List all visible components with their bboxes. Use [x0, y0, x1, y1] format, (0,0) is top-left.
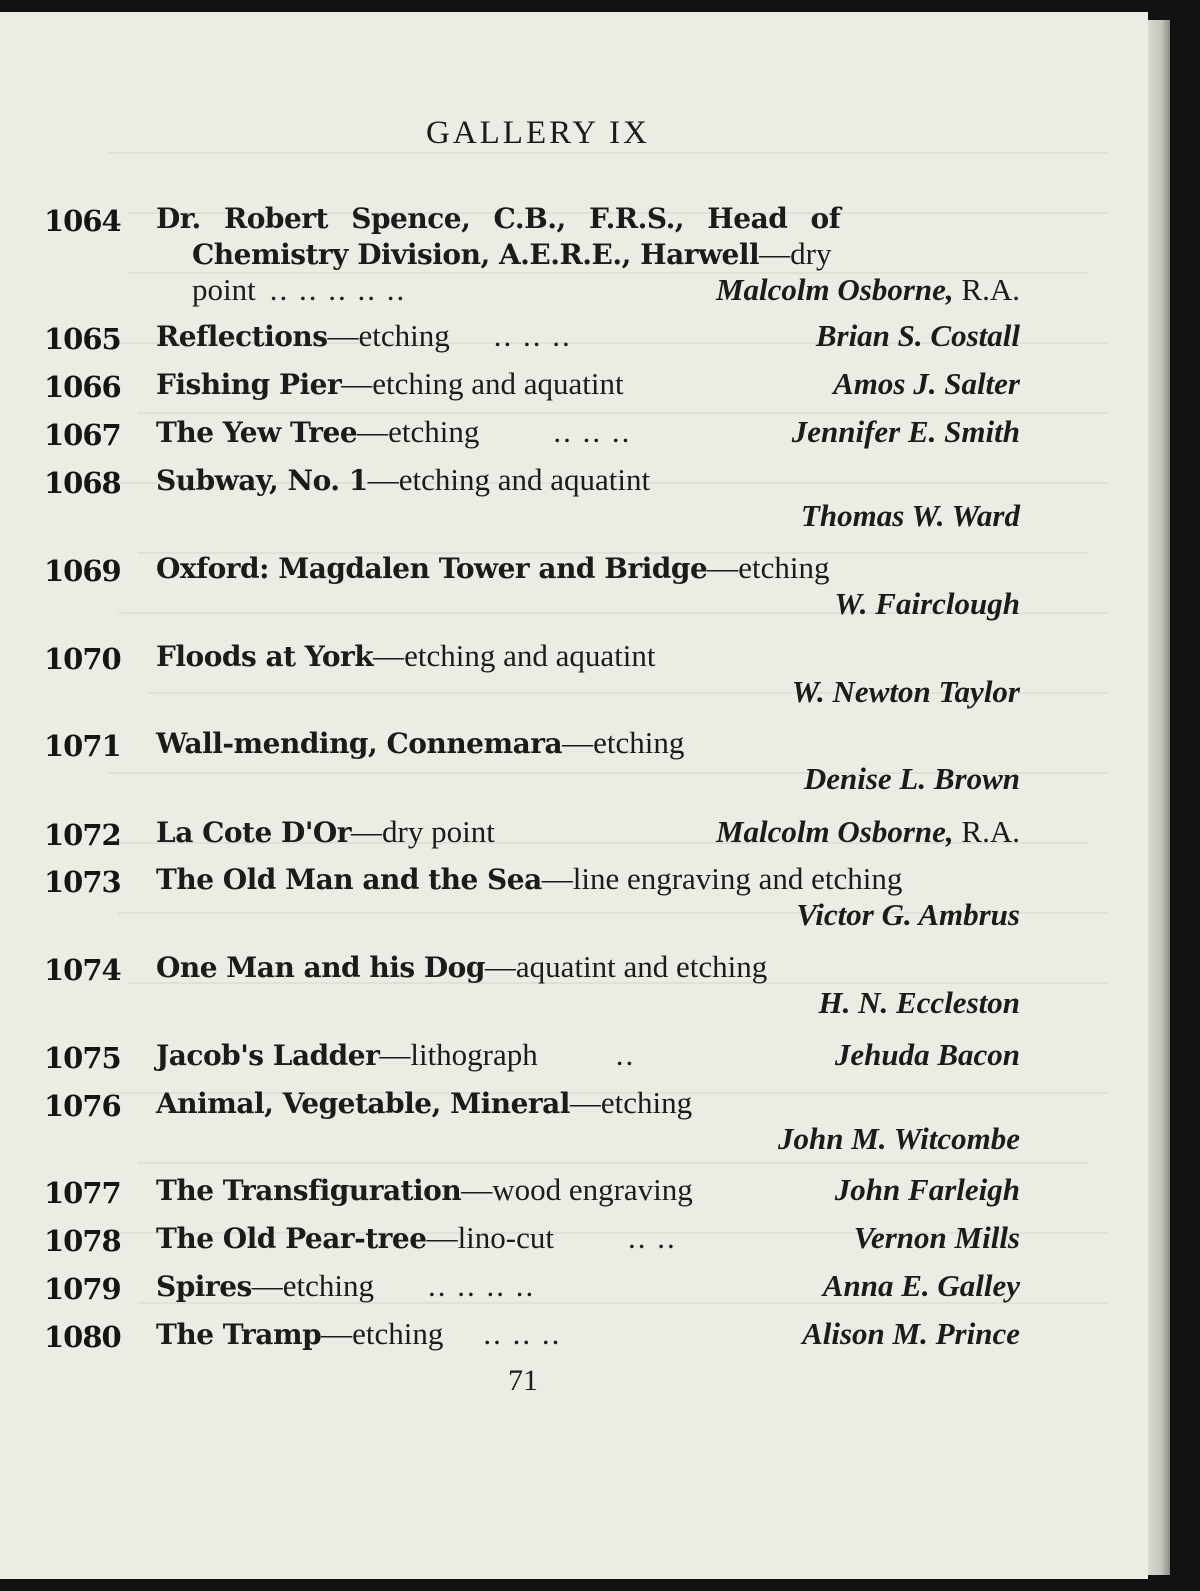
technique: —aquatint and etching — [484, 949, 768, 984]
work-title-line-2: Chemistry Division, A.E.R.E., Harwell — [192, 238, 760, 271]
leader-dots: .. .. .. .. — [428, 1268, 536, 1303]
leader-dots: .. .. .. — [553, 414, 632, 449]
work-title: Subway, No. 1 — [156, 464, 368, 497]
technique: —etching — [569, 1085, 693, 1120]
leader-dots: .. — [615, 1037, 636, 1072]
artist-name: Victor G. Ambrus — [796, 897, 1020, 932]
catalogue-entry — [44, 861, 1020, 941]
entry-number: 1067 — [44, 418, 121, 452]
catalogue-entry — [44, 1268, 1020, 1308]
work-title: La Cote D'Or — [156, 816, 352, 849]
technique: —etching — [321, 1316, 444, 1351]
leader-dots: .. .. .. — [493, 318, 572, 353]
catalogue-entry — [44, 462, 1020, 542]
entry-number: 1077 — [44, 1176, 121, 1210]
work-title: Fishing Pier — [156, 368, 342, 401]
work-title: The Yew Tree — [156, 416, 358, 449]
technique: —lino-cut — [426, 1220, 554, 1255]
leader-dots: .. .. .. — [483, 1316, 562, 1351]
technique: —lithograph — [379, 1037, 538, 1072]
catalogue-entry — [44, 1037, 1020, 1077]
entry-number: 1080 — [44, 1320, 121, 1354]
entry-number: 1073 — [44, 865, 121, 899]
work-title-line-1: Dr. Robert Spence, C.B., F.R.S., Head of — [156, 202, 841, 235]
catalogue-entry — [44, 550, 1020, 630]
catalogue-entry — [44, 318, 1020, 358]
technique: —etching — [327, 318, 450, 353]
work-title: Oxford: Magdalen Tower and Bridge — [156, 552, 708, 585]
entry-number: 1075 — [44, 1041, 121, 1075]
artist-name: Malcolm Osborne, R.A. — [715, 814, 1020, 849]
artist-name: John M. Witcombe — [777, 1121, 1020, 1156]
entry-number: 1076 — [44, 1089, 121, 1123]
entry-number: 1065 — [44, 322, 121, 356]
entry-number: 1069 — [44, 554, 121, 588]
technique: —etching and aquatint — [373, 638, 656, 673]
artist-name: Anna E. Galley — [822, 1268, 1020, 1303]
leader-dots: .. .. — [627, 1220, 677, 1255]
work-title: Spires — [156, 1270, 252, 1303]
catalogue-entry — [44, 725, 1020, 805]
catalogue-entry — [44, 1220, 1020, 1260]
artist-name: Vernon Mills — [853, 1220, 1020, 1255]
leader-dots: .. .. .. .. .. — [269, 272, 407, 307]
catalogue-entry — [44, 638, 1020, 718]
work-title: Wall-mending, Connemara — [156, 727, 563, 760]
entry-number: 1072 — [44, 818, 121, 852]
work-title: Animal, Vegetable, Mineral — [156, 1087, 570, 1120]
entry-number: 1070 — [44, 642, 121, 676]
entry-number: 1066 — [44, 370, 121, 404]
catalogue-entry — [44, 814, 1020, 854]
entry-number: 1074 — [44, 953, 121, 987]
artist-name: Jennifer E. Smith — [791, 414, 1020, 449]
entry-number: 1071 — [44, 729, 121, 763]
page-number: 71 — [508, 1364, 538, 1397]
artist-name: Thomas W. Ward — [800, 498, 1020, 533]
work-title: The Old Pear-tree — [156, 1222, 427, 1255]
technique-continued: point — [192, 272, 256, 307]
technique: —dry — [759, 236, 832, 271]
artist-name: Malcolm Osborne, R.A. — [715, 272, 1020, 307]
catalogue-entry — [44, 366, 1020, 406]
technique: —etching — [562, 725, 685, 760]
catalogue-entry — [44, 1085, 1020, 1165]
work-title: Floods at York — [156, 640, 374, 673]
work-title: The Tramp — [156, 1318, 322, 1351]
catalogue-entry — [44, 949, 1020, 1029]
artist-name: Jehuda Bacon — [834, 1037, 1020, 1072]
technique: —etching — [357, 414, 480, 449]
artist-name: Alison M. Prince — [802, 1316, 1020, 1351]
technique: —etching — [251, 1268, 375, 1303]
artist-name: John Farleigh — [834, 1172, 1020, 1207]
artist-name: Brian S. Costall — [815, 318, 1020, 353]
work-title: Reflections — [156, 320, 328, 353]
work-title: The Transfiguration — [156, 1174, 462, 1207]
technique: —etching and aquatint — [367, 462, 651, 497]
catalogue-page — [0, 12, 1148, 1579]
work-title: Jacob's Ladder — [156, 1039, 380, 1072]
artist-name: W. Fairclough — [834, 586, 1020, 621]
technique: —etching and aquatint — [341, 366, 624, 401]
technique: —dry point — [351, 814, 495, 849]
catalogue-entry — [44, 200, 1020, 310]
work-title: The Old Man and the Sea — [156, 863, 542, 896]
technique: —etching — [707, 550, 830, 585]
page-edge — [1148, 20, 1170, 1575]
catalogue-entry — [44, 1316, 1020, 1356]
artist-name: W. Newton Taylor — [791, 674, 1020, 709]
artist-name: Denise L. Brown — [803, 761, 1020, 796]
entry-number: 1064 — [44, 204, 121, 238]
catalogue-entry — [44, 414, 1020, 454]
page-title: GALLERY IX — [425, 115, 650, 151]
artist-name: Amos J. Salter — [833, 366, 1020, 401]
entry-number: 1079 — [44, 1272, 121, 1306]
entry-number: 1078 — [44, 1224, 121, 1258]
artist-name: H. N. Eccleston — [818, 985, 1020, 1020]
catalogue-entry — [44, 1172, 1020, 1212]
work-title: One Man and his Dog — [156, 951, 485, 984]
technique: —line engraving and etching — [541, 861, 903, 896]
entry-number: 1068 — [44, 466, 121, 500]
technique: —wood engraving — [461, 1172, 693, 1207]
